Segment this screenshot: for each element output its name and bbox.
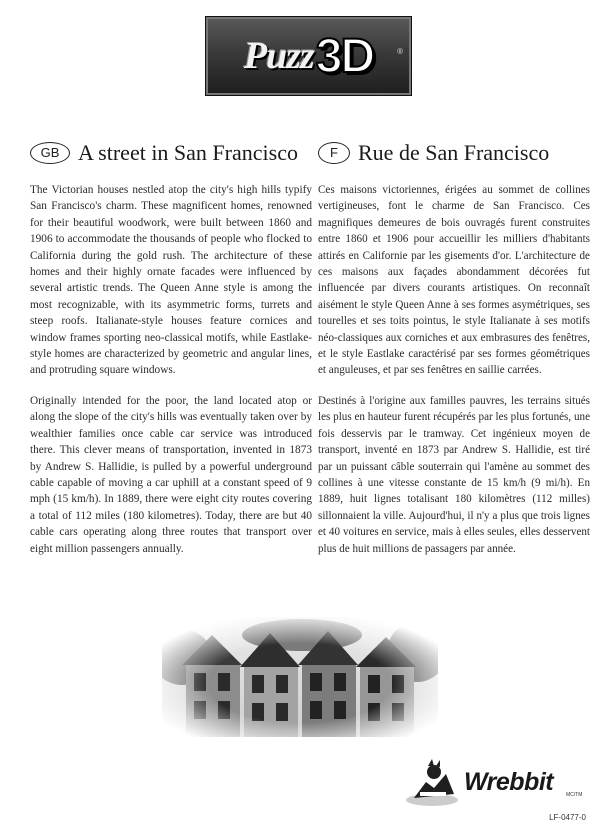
language-badge-f: F — [318, 142, 350, 164]
french-paragraph-2: Destinés à l'origine aux familles pauvres, les terrains situés les plus en hauteur furent récupérés par les plus fortunés, une fois desservis par le tramway. Cet ingénieux moyen de transport, inventé en 1873 par Andrew S. Hallidie, est tiré par un puissant câble souterrain qui l'amène au sommet des collines à une vitesse constante de 15 km/h (9 mi/h). En 1889, huit lignes totalisant 180 kilomètres (112 milles) sillonnaient la ville. Aujourd'hui, il n'y a plus que trois lignes et 40 voitures en service, mais à elles seules, elles desservent plus de huit millions de passagers par année. — [318, 394, 590, 555]
brand-trademark: MC/TM — [566, 792, 583, 798]
french-heading — [318, 138, 590, 168]
french-column — [318, 138, 590, 571]
french-paragraph-1: Ces maisons victoriennes, érigées au sommet de collines vertigineuses, font le charme de San Francisco. Ces magnifiques demeures de bois ouvragés furent construites entre 1860 et 1906 pour accueillir les milliers d'habitants attirés en Californie par les gisements d'or. L'architecture de ces maisons aux façades abondamment décorées fut influencée par divers courants artistiques. On reconnaît aisément le style Queen Anne à ses formes asymétriques, ses tourelles et ses toits pointus, le style Italianate à ses motifs néo-classiques aux corniches et aux embrasures des fenêtres, et le style Eastlake caractérisé par ses formes géométriques et anguleuses, et par ses fenêtres en saillie carrées. — [318, 184, 590, 377]
product-code: LF-0477-0 — [549, 813, 586, 822]
brand-name: Wrebbit — [464, 768, 554, 796]
logo-registered-mark: ® — [397, 47, 403, 56]
wrebbit-mascot-icon — [404, 758, 460, 808]
english-heading — [30, 138, 312, 168]
english-column — [30, 138, 312, 571]
wrebbit-brand — [404, 758, 584, 808]
logo-word: Puzz — [243, 35, 314, 77]
language-badge-gb: GB — [30, 142, 70, 164]
logo-text — [206, 17, 411, 95]
houses-illustration — [162, 617, 438, 737]
logo-number: 3D — [315, 29, 374, 83]
french-title: Rue de San Francisco — [358, 140, 550, 165]
victorian-houses-photo — [162, 617, 438, 737]
english-paragraph-1: The Victorian houses nestled atop the city's high hills typify San Francisco's charm. These magnificent homes, renowned for their beautiful woodwork, were built between 1860 and 1906 to accommodate the thousands of people who flocked to California during the gold rush. The architecture of these homes and their highly ornate facades were influenced by several artistic trends. The Queen Anne style is among the most recognizable, with its asymmetric forms, turrets and steep roofs. Italianate-style houses feature cornices and window frames sporting neo-classical motifs, while Eastlake-style homes are characterized by geometric and angular lines, and protruding square windows. — [30, 184, 312, 377]
puzz3d-logo — [205, 16, 412, 96]
english-title: A street in San Francisco — [78, 140, 298, 165]
english-paragraph-2: Originally intended for the poor, the land located atop or along the slope of the city's hills was eventually taken over by wealthier families once cable car service was introduced there. This clever means of transportation, invented in 1873 by Andrew S. Hallidie, is pulled by a powerful underground cable capable of moving a car uphill at a constant speed of 9 mph (15 km/h). In 1889, there were eight city routes covering a total of 112 miles (180 kilometres). Today, there are but 40 cable cars operating along three routes that transport over eight million passengers annually. — [30, 394, 312, 555]
